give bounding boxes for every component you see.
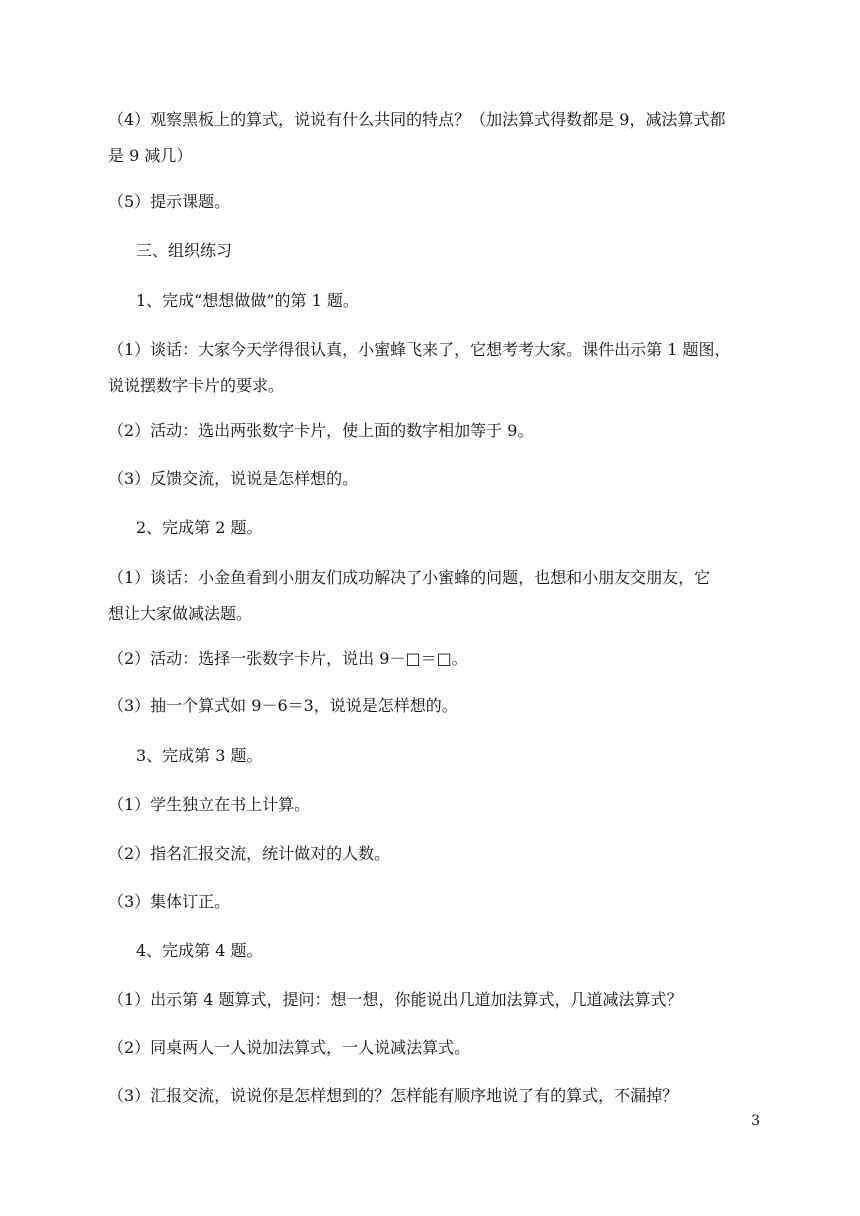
section-heading: 三、组织练习	[136, 241, 233, 260]
paragraph-line: （1）出示第 4 题算式，提问：想一想，你能说出几道加法算式，几道减法算式？	[108, 990, 683, 1009]
exercise-heading: 2、完成第 2 题。	[136, 518, 263, 537]
paragraph-line: （1）谈话：小金鱼看到小朋友们成功解决了小蜜蜂的问题，也想和小朋友交朋友，它	[108, 568, 711, 587]
paragraph-line: （3）汇报交流，说说你是怎样想到的？怎样能有顺序地说了有的算式，不漏掉？	[108, 1086, 679, 1105]
paragraph-line: （2）活动：选出两张数字卡片，使上面的数字相加等于 9。	[108, 421, 534, 440]
paragraph-line: （2）同桌两人一人说加法算式，一人说减法算式。	[108, 1038, 471, 1057]
paragraph-line: 想让大家做减法题。	[108, 604, 253, 623]
paragraph-line: （1）谈话：大家今天学得很认真，小蜜蜂飞来了，它想考考大家。课件出示第 1 题图，	[108, 340, 731, 359]
paragraph-line: （3）集体订正。	[108, 892, 231, 911]
paragraph-line: （1）学生独立在书上计算。	[108, 795, 311, 814]
exercise-heading: 1、完成“想想做做”的第 1 题。	[136, 291, 359, 310]
exercise-heading: 4、完成第 4 题。	[136, 941, 263, 960]
paragraph-line: 是 9 减几）	[108, 146, 193, 165]
page-number: 3	[751, 1113, 760, 1129]
paragraph-line: （3）反馈交流，说说是怎样想的。	[108, 469, 359, 488]
paragraph-line: （5）提示课题。	[108, 192, 231, 211]
paragraph-line: （4）观察黑板上的算式，说说有什么共同的特点？（加法算式得数都是 9，减法算式都	[108, 110, 726, 129]
paragraph-line: （2）活动：选择一张数字卡片，说出 9－□＝□。	[108, 649, 468, 668]
paragraph-line: 说说摆数字卡片的要求。	[108, 376, 285, 395]
paragraph-line: （2）指名汇报交流，统计做对的人数。	[108, 844, 391, 863]
exercise-heading: 3、完成第 3 题。	[136, 746, 263, 765]
paragraph-line: （3）抽一个算式如 9－6＝3，说说是怎样想的。	[108, 696, 458, 715]
